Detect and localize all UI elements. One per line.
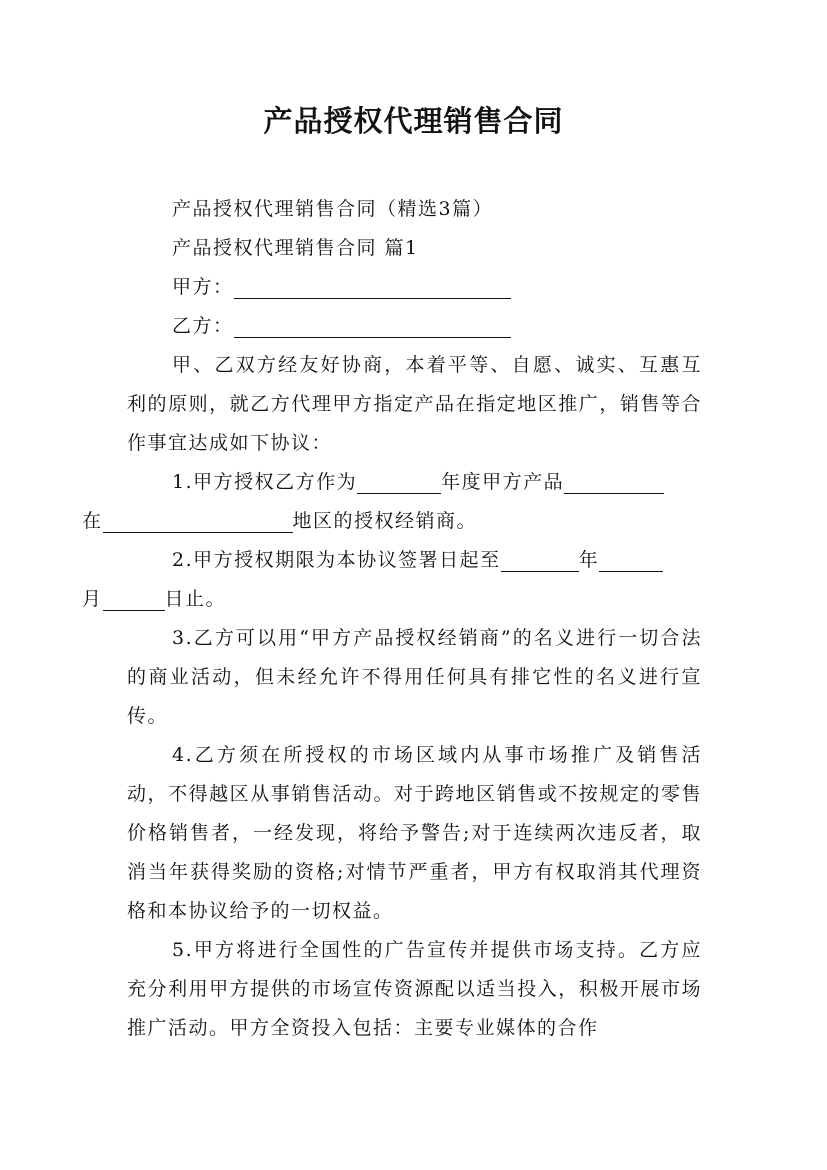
party-a-blank (234, 276, 511, 299)
clause-1-part4: 地区的授权经销商。 (292, 510, 478, 532)
clause-1 (82, 463, 702, 541)
clause-5: 5.甲方将进行全国性的广告宣传并提供市场支持。乙方应充分利用甲方提供的市场宣传资源配以适当投入，积极开展市场推广活动。甲方全资投入包括：主要专业媒体的合作 (127, 939, 702, 1039)
clause-2-part1: 2.甲方授权期限为本协议签署日起至 (172, 549, 501, 571)
clause-2-month-blank (599, 549, 663, 572)
clause-1-part1: 1.甲方授权乙方作为 (172, 471, 358, 493)
section-line: 产品授权代理销售合同 篇1 (172, 237, 419, 259)
clause-2-day-blank (103, 588, 165, 611)
clause-1-part2: 年度甲方产品 (441, 471, 565, 493)
clause-1-product-blank (564, 471, 664, 494)
party-b-blank (234, 315, 511, 338)
clause-1-part3: 在 (82, 510, 103, 532)
clause-4: 4.乙方须在所授权的市场区域内从事市场推广及销售活动，不得越区从事销售活动。对于跨地区销售或不按规定的零售价格销售者，一经发现，将给予警告;对于连续两次违反者，取消当年获得奖励的资格;对情节严重者，甲方有权取消其代理资格和本协议给予的一切权益。 (127, 744, 702, 922)
party-a-label: 甲方： (172, 276, 234, 298)
party-b-label: 乙方： (172, 315, 234, 337)
heading-line: 产品授权代理销售合同（精选3篇） (172, 198, 494, 220)
clause-2-part4: 日止。 (164, 588, 227, 610)
clause-2 (82, 541, 702, 619)
party-a-line (127, 268, 702, 307)
intro-paragraph: 甲、乙双方经友好协商，本着平等、自愿、诚实、互惠互利的原则，就乙方代理甲方指定产品在指定地区推广，销售等合作事宜达成如下协议： (127, 354, 702, 454)
clause-1-region-blank (103, 510, 293, 533)
clause-2-part3: 月 (82, 588, 103, 610)
clause-3: 3.乙方可以用“甲方产品授权经销商”的名义进行一切合法的商业活动，但未经允许不得用任何具有排它性的名义进行宣传。 (127, 627, 702, 727)
clause-1-year-blank (357, 471, 441, 494)
clause-2-part2: 年 (578, 549, 600, 571)
document-body (82, 190, 702, 1048)
clause-2-year-blank (501, 549, 579, 572)
document-title: 产品授权代理销售合同 (263, 104, 564, 138)
party-b-line (127, 307, 702, 346)
